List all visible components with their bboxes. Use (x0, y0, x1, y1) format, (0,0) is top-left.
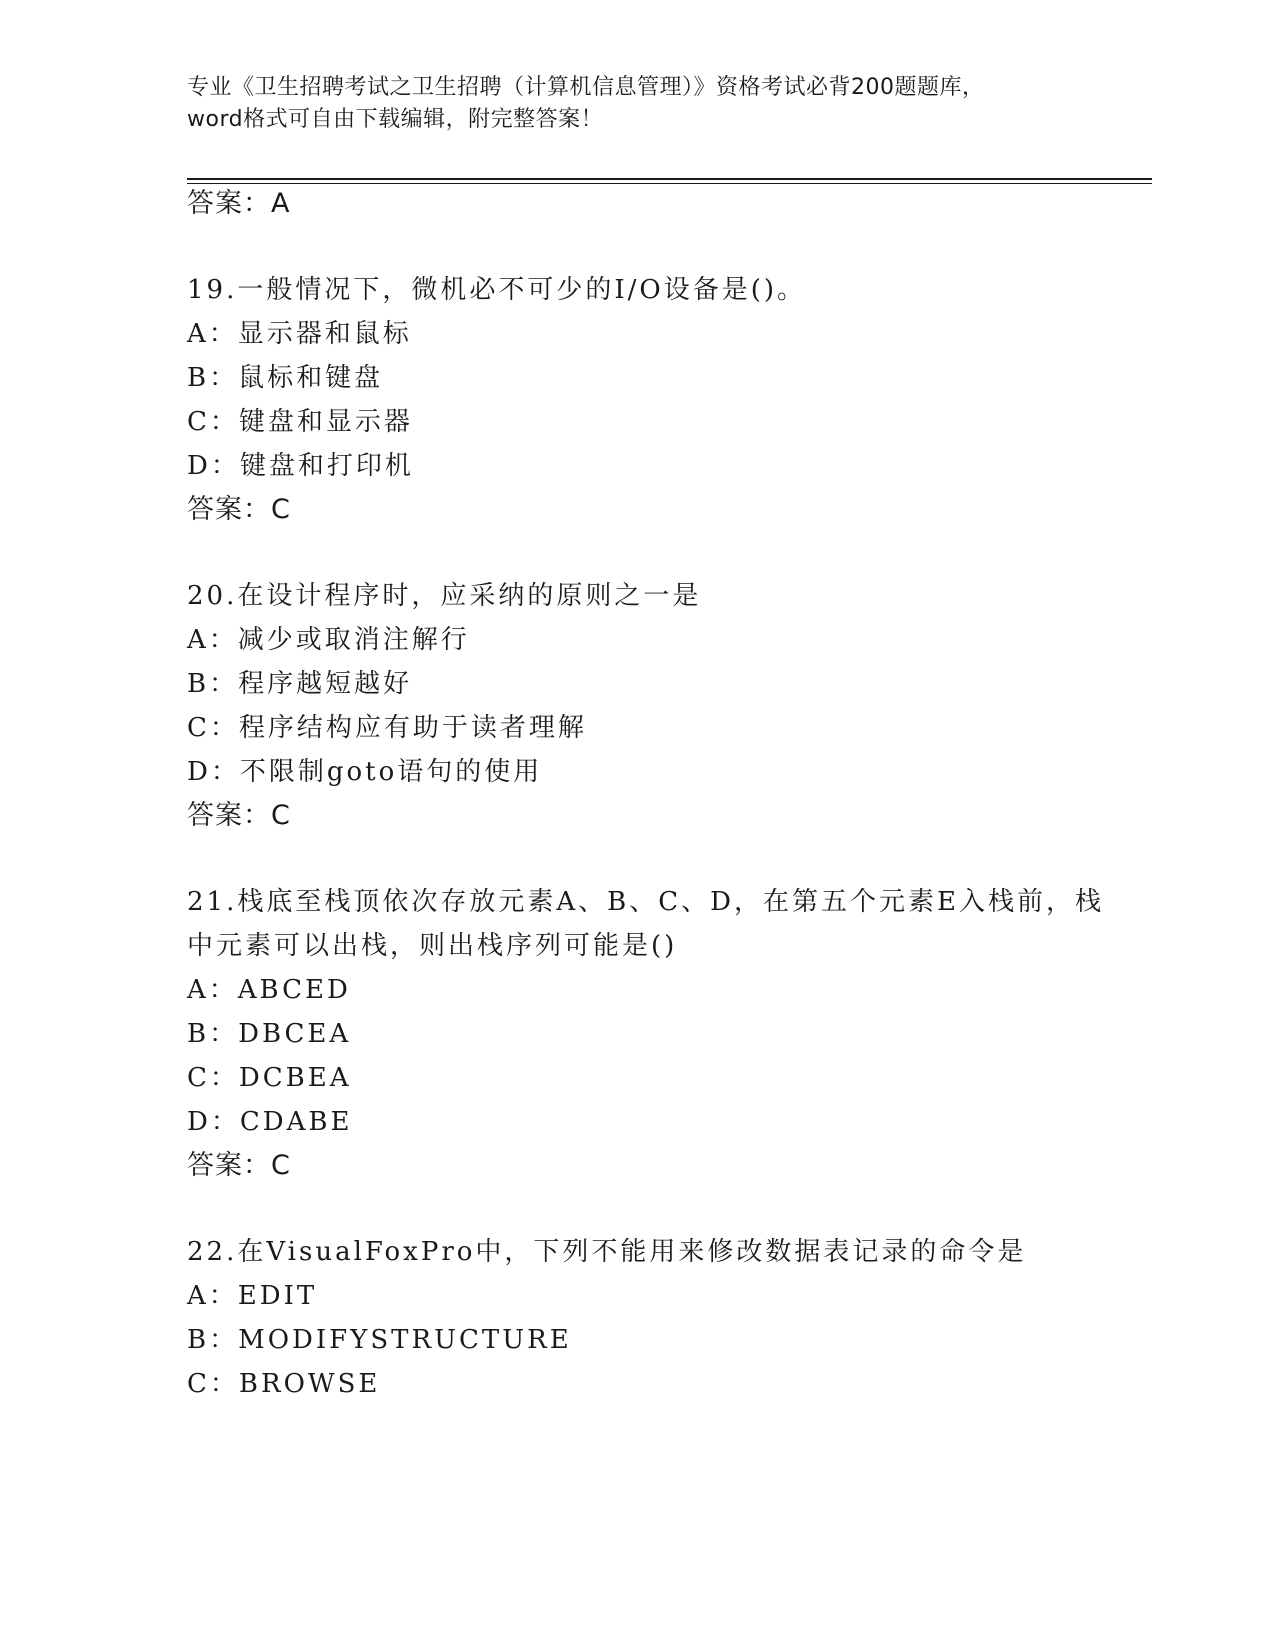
answer-previous: 答案：A (187, 188, 291, 219)
question-19-option-c: C：键盘和显示器 (187, 407, 413, 437)
question-21-stem-line-2: 中元素可以出栈，则出栈序列可能是() (187, 931, 678, 961)
question-22-option-c: C：BROWSE (187, 1369, 381, 1399)
question-20-option-d: D：不限制goto语句的使用 (187, 757, 543, 787)
header-divider-thick (187, 178, 1152, 180)
question-21-option-d: D：CDABE (187, 1107, 353, 1137)
question-21-option-b: B：DBCEA (187, 1019, 352, 1049)
question-19-option-b: B：鼠标和键盘 (187, 363, 384, 393)
header-line-2: word格式可自由下载编辑，附完整答案！ (187, 107, 604, 132)
question-20-option-b: B：程序越短越好 (187, 669, 413, 699)
question-20-option-a: A：减少或取消注解行 (187, 625, 470, 655)
document-header (187, 72, 1087, 136)
question-19-stem: 19.一般情况下，微机必不可少的I/O设备是()。 (187, 275, 806, 305)
header-divider-thin (187, 183, 1152, 184)
question-22-option-a: A：EDIT (187, 1281, 318, 1311)
question-20-option-c: C：程序结构应有助于读者理解 (187, 713, 587, 743)
question-19-option-a: A：显示器和鼠标 (187, 319, 412, 349)
question-22-stem: 22.在VisualFoxPro中，下列不能用来修改数据表记录的命令是 (187, 1237, 1027, 1267)
question-20-stem: 20.在设计程序时，应采纳的原则之一是 (187, 581, 702, 611)
question-21-option-c: C：DCBEA (187, 1063, 352, 1093)
question-19-option-d: D：键盘和打印机 (187, 451, 414, 481)
question-21-option-a: A：ABCED (187, 975, 351, 1005)
question-22-option-b: B：MODIFYSTRUCTURE (187, 1325, 572, 1355)
question-19-answer: 答案：C (187, 494, 291, 525)
header-line-1: 专业《卫生招聘考试之卫生招聘（计算机信息管理）》资格考试必背200题题库， (187, 75, 985, 100)
question-20-answer: 答案：C (187, 800, 291, 831)
question-21-stem-line-1: 21.栈底至栈顶依次存放元素A、B、C、D，在第五个元素E入栈前，栈 (187, 887, 1104, 917)
question-21-answer: 答案：C (187, 1150, 291, 1181)
